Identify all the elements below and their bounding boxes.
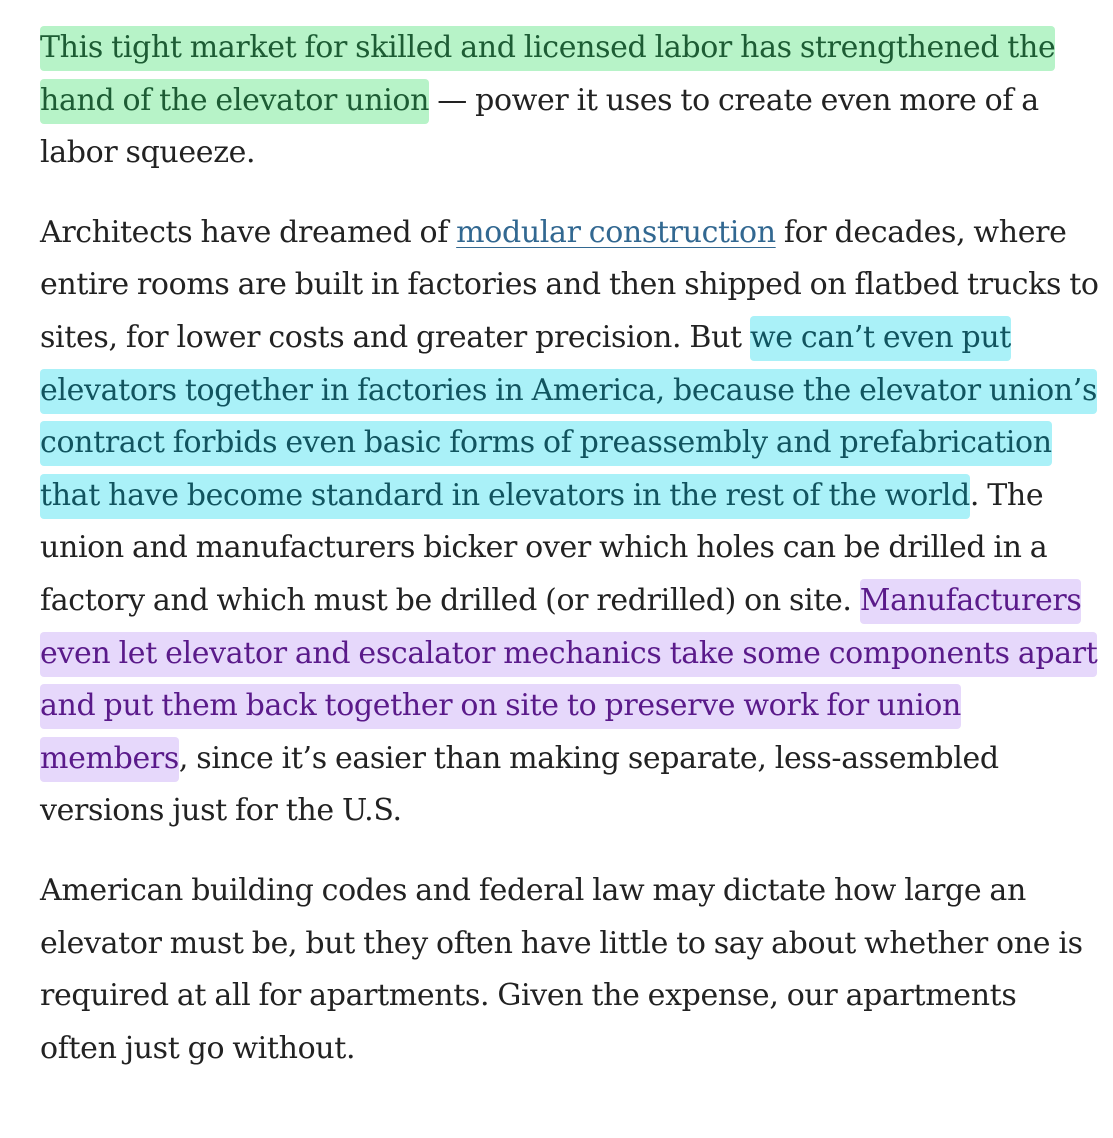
paragraph-building-codes <box>40 865 1100 1075</box>
paragraph-text: — power it uses to create even more of a labor squeeze. <box>40 82 1039 171</box>
paragraph-text: , since it’s easier than making separate, less-assembled versions just for the U.S. <box>40 740 999 829</box>
highlight-purple[interactable]: Manufacturers even let elevator and escalator mechanics take some components apart and put them back together on site to preserve work for union members <box>40 579 1097 782</box>
paragraph-modular-construction <box>40 207 1100 838</box>
modular-construction-link[interactable]: modular construction <box>456 214 776 250</box>
article-body <box>40 22 1100 1102</box>
highlight-green[interactable]: This tight market for skilled and licensed labor has strengthened the hand of the elevator union <box>40 26 1055 124</box>
highlight-cyan[interactable]: we can’t even put elevators together in factories in America, because the elevator union’s contract forbids even basic forms of preassembly and prefabrication that have become standard in elevators in the rest of the world <box>40 316 1097 519</box>
paragraph-text: . The union and manufacturers bicker over which holes can be drilled in a factory and which must be drilled (or redrilled) on site. <box>40 477 1048 618</box>
paragraph-text: Architects have dreamed of <box>40 214 457 250</box>
paragraph-labor-squeeze <box>40 22 1100 180</box>
paragraph-text: for decades, where entire rooms are built in factories and then shipped on flatbed trucks to sites, for lower costs and greater precision. But <box>40 214 1099 355</box>
paragraph-text: American building codes and federal law may dictate how large an elevator must be, but they often have little to say about whether one is required at all for apartments. Given the expense, our apartments often just go without. <box>40 872 1083 1066</box>
